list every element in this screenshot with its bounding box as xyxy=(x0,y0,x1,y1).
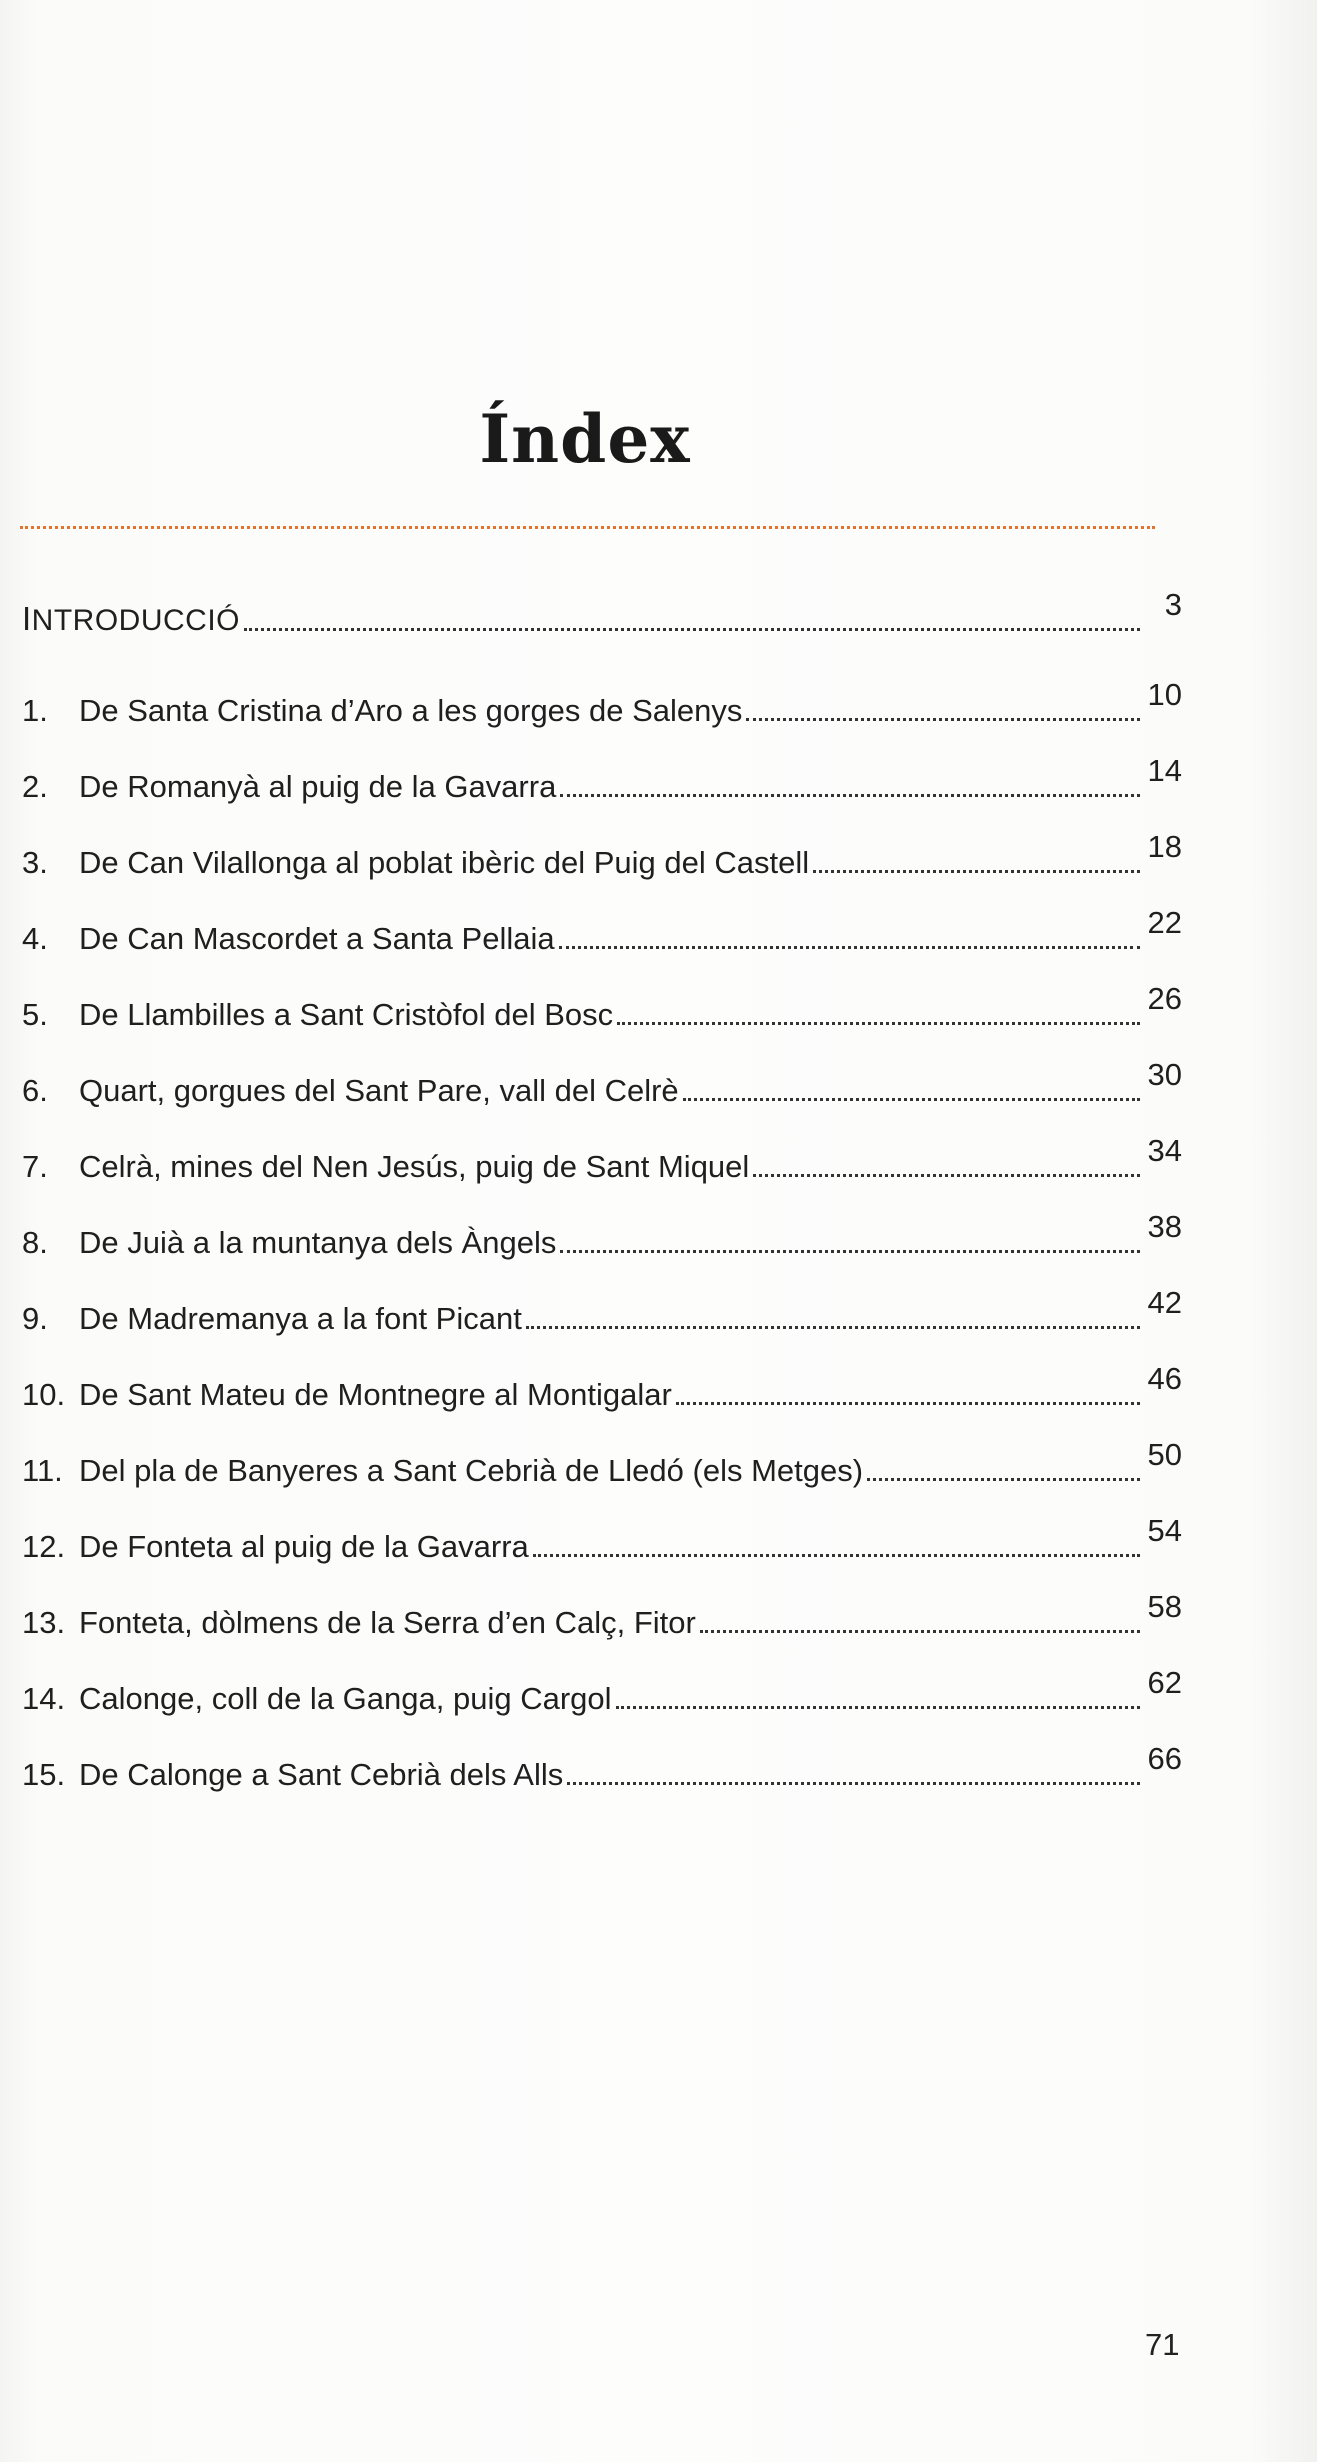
toc-entry-title: De Llambilles a Sant Cristòfol del Bosc xyxy=(79,997,614,1032)
toc-entry-number: 15. xyxy=(22,1757,66,1792)
dot-leader xyxy=(526,1326,1140,1329)
toc-entry-title: De Can Mascordet a Santa Pellaia xyxy=(79,921,555,956)
dot-leader xyxy=(753,1174,1140,1177)
toc-entry-number: 9. xyxy=(22,1301,48,1336)
toc-entry-page: 46 xyxy=(1147,1361,1182,1396)
toc-entry-page: 3 xyxy=(1164,587,1182,622)
toc-entry-number: 14. xyxy=(22,1681,66,1716)
toc-entry-11[interactable] xyxy=(22,1414,1182,1490)
toc-entry-page: 14 xyxy=(1147,753,1182,788)
toc-entry-13[interactable] xyxy=(22,1566,1182,1642)
toc-entry-title: De Calonge a Sant Cebrià dels Alls xyxy=(79,1757,564,1792)
toc-entry-14[interactable] xyxy=(22,1642,1182,1718)
table-of-contents xyxy=(22,578,1182,1794)
toc-entry-3[interactable] xyxy=(22,806,1182,882)
toc-entry-number: 3. xyxy=(22,845,48,880)
toc-entry-title: De Madremanya a la font Picant xyxy=(79,1301,522,1336)
dot-leader xyxy=(567,1782,1140,1785)
toc-entry-page: 18 xyxy=(1147,829,1182,864)
dot-leader xyxy=(700,1630,1140,1633)
toc-entry-9[interactable] xyxy=(22,1262,1182,1338)
toc-entry-title: De Juià a la muntanya dels Àngels xyxy=(79,1225,557,1260)
dot-leader xyxy=(244,628,1140,631)
toc-entry-number: 4. xyxy=(22,921,48,956)
toc-entry-number: 1. xyxy=(22,693,48,728)
toc-entry-number: 11. xyxy=(22,1453,63,1488)
toc-entry-10[interactable] xyxy=(22,1338,1182,1414)
toc-entry-title: Del pla de Banyeres a Sant Cebrià de Lledó (els Metges) xyxy=(79,1453,864,1488)
toc-entry-title: De Fonteta al puig de la Gavarra xyxy=(79,1529,529,1564)
dot-leader xyxy=(867,1478,1140,1481)
dot-leader xyxy=(813,870,1140,873)
dot-leader xyxy=(533,1554,1140,1557)
toc-entry-page: 34 xyxy=(1147,1133,1182,1168)
dot-leader xyxy=(746,718,1140,721)
dot-leader xyxy=(683,1098,1140,1101)
toc-entry-2[interactable] xyxy=(22,730,1182,806)
toc-entry-page: 58 xyxy=(1147,1589,1182,1624)
toc-entry-page: 22 xyxy=(1147,905,1182,940)
toc-entry-title: Calonge, coll de la Ganga, puig Cargol xyxy=(79,1681,612,1716)
toc-entry-5[interactable] xyxy=(22,958,1182,1034)
toc-entry-title: Fonteta, dòlmens de la Serra d’en Calç, Fitor xyxy=(79,1605,696,1640)
dot-leader xyxy=(560,1250,1140,1253)
toc-entry-4[interactable] xyxy=(22,882,1182,958)
toc-entry-title: De Romanyà al puig de la Gavarra xyxy=(79,769,557,804)
toc-entry-number: 12. xyxy=(22,1529,66,1564)
dot-leader xyxy=(616,1706,1140,1709)
page-title: Índex xyxy=(479,400,691,478)
toc-entry-1[interactable] xyxy=(22,654,1182,730)
toc-entry-title: Celrà, mines del Nen Jesús, puig de Sant Miquel xyxy=(79,1149,750,1184)
dot-leader xyxy=(560,794,1140,797)
toc-entry-page: 50 xyxy=(1147,1437,1182,1472)
toc-entry-title: De Santa Cristina d’Aro a les gorges de Salenys xyxy=(79,693,743,728)
toc-entry-title: Quart, gorgues del Sant Pare, vall del Celrè xyxy=(79,1073,679,1108)
toc-entry-introduction[interactable] xyxy=(22,578,1182,640)
toc-entry-number: 5. xyxy=(22,997,48,1032)
toc-entry-number: 10. xyxy=(22,1377,66,1412)
toc-entry-page: 38 xyxy=(1147,1209,1182,1244)
toc-entry-title: De Can Vilallonga al poblat ibèric del Puig del Castell xyxy=(79,845,810,880)
page-number: 71 xyxy=(1145,2327,1180,2362)
toc-entry-12[interactable] xyxy=(22,1490,1182,1566)
toc-entry-number: 8. xyxy=(22,1225,48,1260)
toc-entry-number: 2. xyxy=(22,769,48,804)
toc-entry-page: 54 xyxy=(1147,1513,1182,1548)
toc-entry-page: 42 xyxy=(1147,1285,1182,1320)
toc-entry-page: 66 xyxy=(1147,1741,1182,1776)
toc-entry-title: INTRODUCCIÓ xyxy=(22,600,240,637)
toc-entry-page: 26 xyxy=(1147,981,1182,1016)
toc-entry-number: 7. xyxy=(22,1149,48,1184)
toc-entry-6[interactable] xyxy=(22,1034,1182,1110)
toc-entry-page: 30 xyxy=(1147,1057,1182,1092)
toc-entry-15[interactable] xyxy=(22,1718,1182,1794)
toc-entry-8[interactable] xyxy=(22,1186,1182,1262)
toc-entry-number: 6. xyxy=(22,1073,48,1108)
dot-leader xyxy=(559,946,1140,949)
toc-entry-7[interactable] xyxy=(22,1110,1182,1186)
dot-leader xyxy=(676,1402,1140,1405)
toc-entry-page: 62 xyxy=(1147,1665,1182,1700)
toc-entry-page: 10 xyxy=(1147,677,1182,712)
dot-leader xyxy=(617,1022,1140,1025)
toc-entry-number: 13. xyxy=(22,1605,66,1640)
title-dotted-rule xyxy=(20,526,1155,529)
toc-entry-title: De Sant Mateu de Montnegre al Montigalar xyxy=(79,1377,672,1412)
